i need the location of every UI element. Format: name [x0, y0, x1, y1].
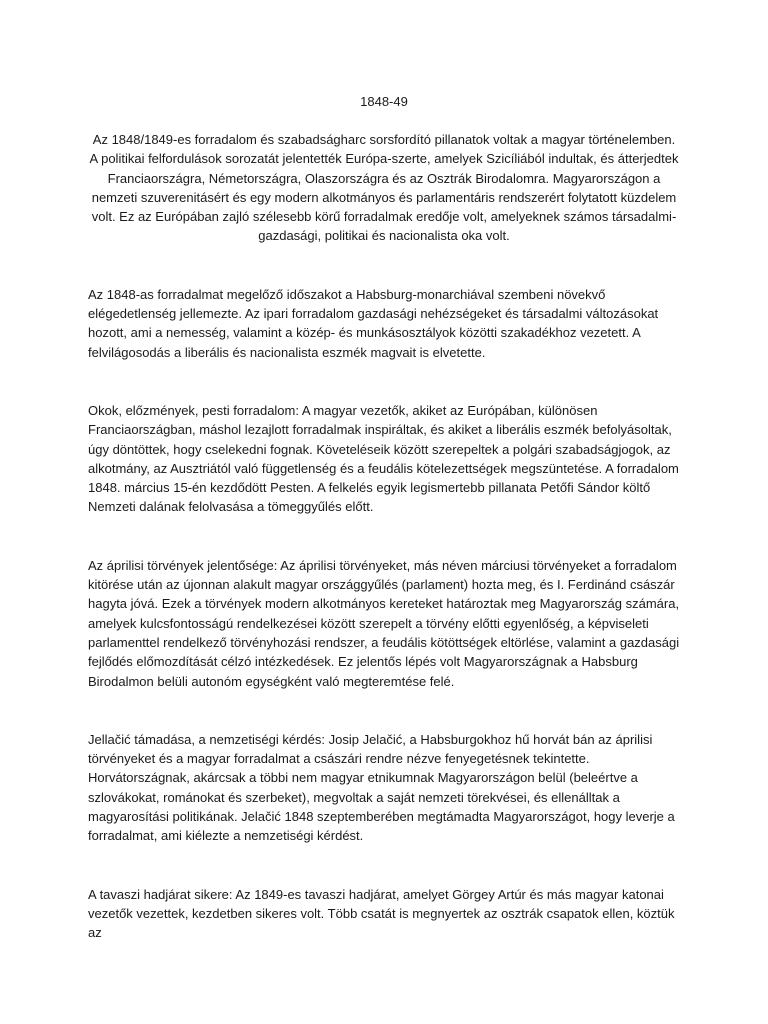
document-title: 1848-49 [360, 94, 408, 109]
jelacic-paragraph: Jellačić támadása, a nemzetiségi kérdés: Josip Jelačić, a Habsburgokhoz hű horvát bán az áprilisi törvényeket és a magyar forradalmat a császári rendre nézve fenyegetésnek tekintette. Horvátországnak, akárcsak a többi nem magyar etnikumnak Magyarországon belül (beleértve a szlovákokat, románokat és szerbeket), megvoltak a saját nemzeti törekvései, és ellenálltak a magyarosítási politikának. Jelačić 1848 szeptemberében megtámadta Magyarországot, hogy leverje a forradalmat, ami kiélezte a nemzetiségi kérdést. [88, 731, 675, 844]
spring-campaign-paragraph: A tavaszi hadjárat sikere: Az 1849-es tavaszi hadjárat, amelyet Görgey Artúr és más magyar katonai vezetők vezettek, kezdetben sikeres volt. Több csatát is megnyertek az osztrák csapatok ellen, köztük az [88, 886, 675, 941]
april-laws-paragraph: Az áprilisi törvények jelentősége: Az áprilisi törvényeket, más néven márciusi törvényeket a forradalom kitörése után az újonnan alakult magyar országgyűlés (parlament) hozta meg, és I. Ferdinánd császár hagyta jóvá. Ezek a törvények modern alkotmányos kereteket határoztak meg Magyarország számára, amelyek kulcsfontosságú rendelkezései között szerepelt a törvény előtti egyenlőség, a képviseleti parlamenttel rendelkező törvényhozási rendszer, a feudális kötöttségek eltörlése, valamint a gazdasági fejlődés előmozdítását célzó intézkedések. Ez jelentős lépés volt Magyarországnak a Habsburg Birodalmon belüli autonóm egységként való megteremtése felé. [88, 557, 680, 689]
intro-paragraph: Az 1848/1849-es forradalom és szabadságharc sorsfordító pillanatok voltak a magyar történelemben. A politikai felfordulások sorozatát jelentették Európa-szerte, amelyek Szicíliából indultak, és átterjedtek Franciaországra, Németországra, Olaszországra és az Osztrák Birodalomra. Magyarországon a nemzeti szuverenitásért és egy modern alkotmányos és parlamentáris rendszerért folytatott küzdelem volt. Ez az Európában zajló szélesebb körű forradalmak eredője volt, amelyeknek számos társadalmi-gazdasági, politikai és nacionalista oka volt. [89, 132, 679, 244]
causes-paragraph: Okok, előzmények, pesti forradalom: A magyar vezetők, akiket az Európában, különösen Franciaországban, máshol lezajlott forradalmak inspiráltak, és akiket a liberális eszmék befolyásoltak, úgy döntöttek, hogy cselekedni fognak. Követeléseik között szerepeltek a polgári szabadságjogok, az alkotmány, az Ausztriától való függetlenség és a feudális kötelezettségek megszüntetése. A forradalom 1848. március 15-én kezdődött Pesten. A felkelés egyik legismertebb pillanata Petőfi Sándor költő Nemzeti dalának felolvasása a tömeggyűlés előtt. [88, 402, 679, 515]
background-paragraph: Az 1848-as forradalmat megelőző időszakot a Habsburg-monarchiával szembeni növekvő elégedetlenség jellemezte. Az ipari forradalom gazdasági nehézségeket és társadalmi változásokat hozott, ami a nemesség, valamint a közép- és munkásosztályok közötti szakadékhoz vezetett. A felvilágosodás a liberális és nacionalista eszmék magvait is elvetette. [88, 286, 659, 360]
